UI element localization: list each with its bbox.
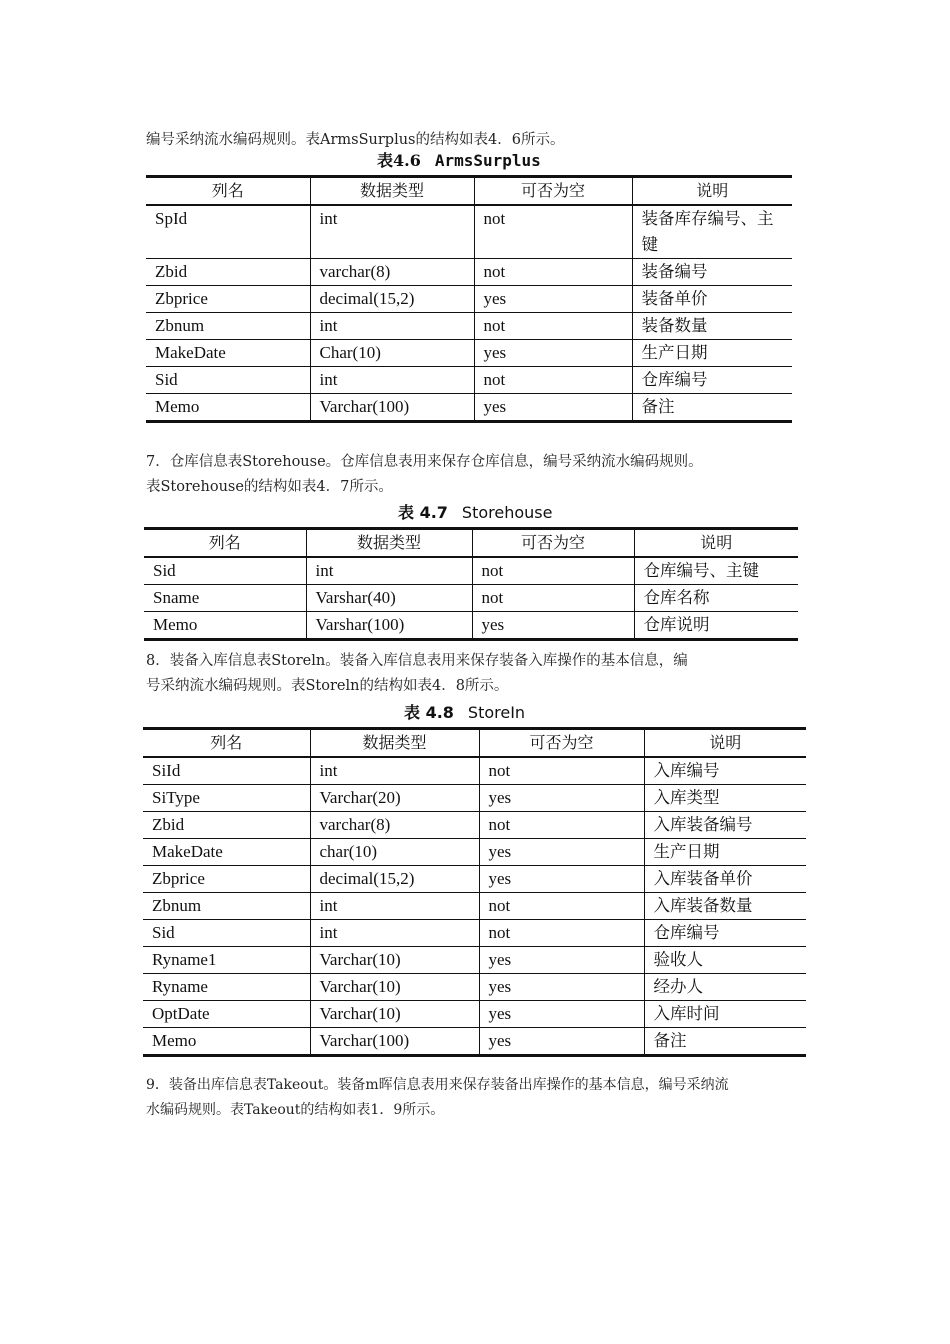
cell-description: 生产日期 [644,839,806,866]
table-48-caption-name: StoreIn [467,703,526,722]
paragraph-7-line-2: 表Storehouse的结构如表4．7所示。 [146,479,393,495]
cell-description: 入库时间 [644,1001,806,1028]
table-48-caption-number: 表 4.8 [404,703,454,722]
cell-nullable: not [472,585,634,612]
table-row [143,947,806,974]
column-header: 可否为空 [479,729,644,758]
cell-data-type: decimal(15,2) [310,286,474,313]
cell-description: 备注 [632,394,792,422]
cell-column-name: Ryname1 [143,947,310,974]
cell-nullable: not [474,259,632,286]
table-row [144,557,798,585]
column-header: 数据类型 [310,729,479,758]
cell-description: 仓库名称 [634,585,798,612]
cell-nullable: yes [479,839,644,866]
column-header: 列名 [143,729,310,758]
cell-nullable: yes [474,394,632,422]
column-header: 可否为空 [474,177,632,206]
cell-data-type: int [310,893,479,920]
column-header: 说明 [632,177,792,206]
cell-data-type: int [310,205,474,259]
cell-column-name: MakeDate [146,340,310,367]
table-row [146,394,792,422]
cell-column-name: Sid [144,557,306,585]
table-46 [146,175,792,423]
column-header: 列名 [144,529,306,558]
cell-data-type: Varchar(10) [310,974,479,1001]
cell-description: 仓库编号、主键 [634,557,798,585]
cell-description: 装备库存编号、主键 [632,205,792,259]
cell-nullable: not [479,757,644,785]
cell-nullable: yes [479,785,644,812]
cell-nullable: yes [479,947,644,974]
table-row [146,259,792,286]
cell-data-type: Varchar(20) [310,785,479,812]
cell-column-name: Zbnum [146,313,310,340]
cell-description: 装备编号 [632,259,792,286]
table-48-caption [404,700,525,723]
table-46-caption [377,148,541,171]
table-row [146,205,792,259]
cell-column-name: Zbid [143,812,310,839]
paragraph-8-line-1: 8．装备入库信息表Storeln。装备入库信息表用来保存装备入库操作的基本信息，编 [146,653,688,669]
paragraph-7-line-1: 7．仓库信息表Storehouse。仓库信息表用来保存仓库信息，编号采纳流水编码规则。 [146,454,703,470]
cell-data-type: decimal(15,2) [310,866,479,893]
table-row [146,340,792,367]
cell-nullable: yes [479,1001,644,1028]
cell-data-type: Varchar(100) [310,394,474,422]
table-row [143,893,806,920]
table-row [143,866,806,893]
cell-nullable: not [474,313,632,340]
cell-description: 仓库编号 [632,367,792,394]
table-row [143,1001,806,1028]
cell-nullable: yes [472,612,634,640]
cell-data-type: Char(10) [310,340,474,367]
table-47-caption-name: Storehouse [461,503,553,522]
cell-description: 装备单价 [632,286,792,313]
cell-description: 装备数量 [632,313,792,340]
paragraph-9-line-1: 9．装备出库信息表Takeout。装备m晖信息表用来保存装备出库操作的基本信息，编号采纳流 [146,1077,729,1093]
cell-description: 入库编号 [644,757,806,785]
cell-column-name: Zbid [146,259,310,286]
column-header: 说明 [634,529,798,558]
table-46-caption-number: 表4.6 [377,151,421,170]
cell-column-name: Memo [144,612,306,640]
cell-description: 备注 [644,1028,806,1056]
column-header: 列名 [146,177,310,206]
cell-description: 入库类型 [644,785,806,812]
cell-column-name: Sid [146,367,310,394]
table-48 [143,727,806,1057]
cell-description: 验收人 [644,947,806,974]
cell-data-type: Varchar(10) [310,947,479,974]
table-47-caption-number: 表 4.7 [398,503,448,522]
cell-column-name: Zbprice [146,286,310,313]
table-row [143,920,806,947]
table-row [143,839,806,866]
cell-nullable: yes [479,1028,644,1056]
cell-description: 经办人 [644,974,806,1001]
cell-nullable: not [479,920,644,947]
cell-nullable: not [474,205,632,259]
table-row [144,585,798,612]
column-header: 说明 [644,729,806,758]
cell-description: 入库装备编号 [644,812,806,839]
table-47-caption [398,500,552,523]
cell-column-name: Sname [144,585,306,612]
cell-description: 仓库编号 [644,920,806,947]
cell-data-type: int [310,313,474,340]
cell-nullable: not [479,812,644,839]
cell-data-type: Varshar(100) [306,612,472,640]
table-46-caption-name: ArmsSurplus [434,151,541,170]
cell-column-name: MakeDate [143,839,310,866]
table-row [144,612,798,640]
cell-column-name: Sid [143,920,310,947]
cell-data-type: int [310,367,474,394]
cell-data-type: Varchar(10) [310,1001,479,1028]
cell-nullable: not [472,557,634,585]
cell-nullable: yes [479,866,644,893]
paragraph-9-line-2: 水编码规则。表Takeout的结构如表1．9所示。 [146,1102,445,1118]
cell-description: 仓库说明 [634,612,798,640]
cell-description: 入库装备单价 [644,866,806,893]
cell-data-type: int [310,920,479,947]
table-row [143,1028,806,1056]
cell-column-name: OptDate [143,1001,310,1028]
cell-data-type: char(10) [310,839,479,866]
column-header: 数据类型 [310,177,474,206]
column-header: 数据类型 [306,529,472,558]
paragraph-8-line-2: 号采纳流水编码规则。表Storeln的结构如表4．8所示。 [146,678,509,694]
cell-nullable: not [479,893,644,920]
cell-data-type: int [310,757,479,785]
cell-nullable: yes [474,340,632,367]
cell-column-name: Zbprice [143,866,310,893]
cell-data-type: int [306,557,472,585]
table-row [146,367,792,394]
intro-paragraph: 编号采纳流水编码规则。表ArmsSurplus的结构如表4．6所示。 [146,132,565,148]
cell-data-type: Varshar(40) [306,585,472,612]
cell-column-name: Ryname [143,974,310,1001]
cell-column-name: Memo [146,394,310,422]
cell-column-name: SpId [146,205,310,259]
column-header: 可否为空 [472,529,634,558]
table-row [143,974,806,1001]
cell-description: 生产日期 [632,340,792,367]
cell-nullable: yes [479,974,644,1001]
cell-description: 入库装备数量 [644,893,806,920]
cell-nullable: not [474,367,632,394]
table-row [143,785,806,812]
table-row [146,313,792,340]
cell-column-name: Zbnum [143,893,310,920]
table-47 [144,527,798,641]
cell-data-type: varchar(8) [310,259,474,286]
cell-data-type: varchar(8) [310,812,479,839]
cell-data-type: Varchar(100) [310,1028,479,1056]
table-row [143,757,806,785]
table-row [143,812,806,839]
cell-column-name: SiType [143,785,310,812]
table-row [146,286,792,313]
cell-nullable: yes [474,286,632,313]
cell-column-name: Memo [143,1028,310,1056]
cell-column-name: SiId [143,757,310,785]
